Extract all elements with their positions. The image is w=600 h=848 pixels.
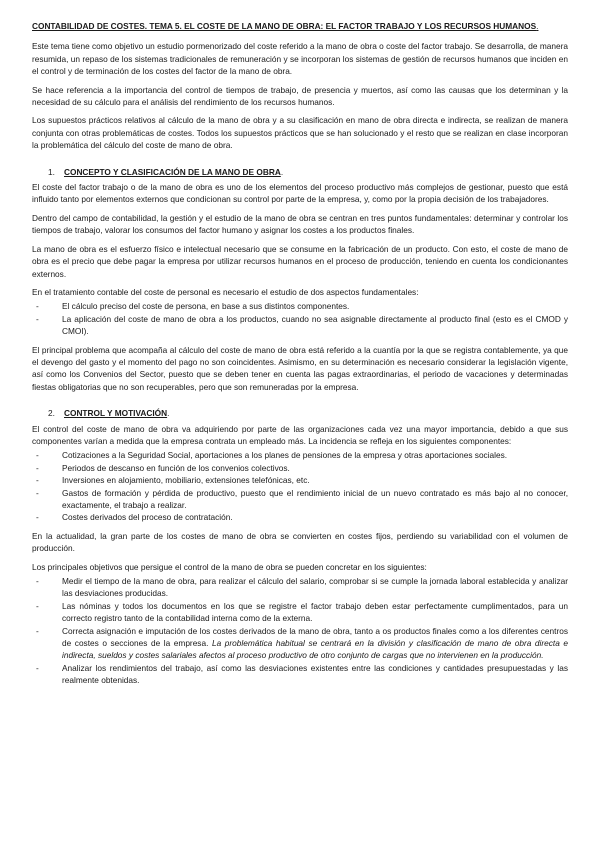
- section-2-title: CONTROL Y MOTIVACIÓN: [64, 408, 168, 419]
- section-1-paragraph-1: El coste del factor trabajo o de la mano de obra es uno de los elementos del proceso productivo más complejos de gestionar, puesto que está influido tanto por elementos externos que condicionan su control por parte de la empresa, y, como por la propia decisión de los trabajadores.: [32, 182, 568, 205]
- list-item: - Costes derivados del proceso de contratación.: [32, 511, 568, 523]
- list-item: - Medir el tiempo de la mano de obra, para realizar el cálculo del salario, comprobar si se cumple la jornada laboral establecida y analizar las desviaciones producidas.: [32, 575, 568, 600]
- list-item: - Gastos de formación y pérdida de productivo, puesto que el rendimiento inicial de un nuevo contratado es más bajo al no conocer, exactamente, el trabajo a realizar.: [32, 487, 568, 512]
- list-item-italic-note: La problemática habitual se centrará en la división y clasificación de mano de obra directa e indirecta, sueldos y costes salariales afectos al proceso productivo de otro conjunto de cargas que no intervienen en la producción.: [62, 638, 569, 661]
- section-2-paragraph-3: Los principales objetivos que persigue el control de la mano de obra se pueden concretar en los siguientes:: [32, 561, 427, 572]
- section-1-closing-paragraph: El principal problema que acompaña al cálculo del coste de mano de obra está referido a la cuantía por la que se registra contablemente, ya que el devengo del gasto y el momento del pago no son coincidentes. Asimismo, en su determinación es necesario considerar la legislación vigente, así como los Convenios del Sector, puesto que se deben tener en cuenta las pagas extraordinarias, el periodo de vacaciones y determinadas fiestas obligatorias que no son recuperables, pero que son remuneradas por la empresa.: [32, 344, 568, 392]
- list-item: - El cálculo preciso del coste de persona, en base a sus distintos componentes.: [32, 300, 568, 312]
- document-title: [32, 20, 568, 32]
- section-2-components-list: [32, 449, 568, 523]
- section-2-number: 2.: [48, 408, 55, 419]
- section-2-paragraph-2: En la actualidad, la gran parte de los costes de mano de obra se convierten en costes fijos, perdiendo su variabilidad con el volumen de producción.: [32, 530, 568, 554]
- section-1-paragraph-2: Dentro del campo de contabilidad, la gestión y el estudio de la mano de obra se centran en tres puntos fundamentales: determinar y controlar los tiempos de trabajo, valorar los consumos del factor humano y asignar los costes a los productos finales.: [32, 212, 568, 236]
- list-item: - Cotizaciones a la Seguridad Social, aportaciones a los planes de pensiones de la empresa y otras aportaciones sociales.: [32, 449, 568, 461]
- list-item: - Analizar los rendimientos del trabajo, así como las desviaciones existentes entre las condiciones y cantidades presupuestadas y las realmente obtenidas.: [32, 662, 568, 687]
- list-item: [32, 625, 568, 662]
- section-1-heading: [32, 166, 568, 178]
- section-2-objectives-list: [32, 575, 568, 687]
- section-1-list: [32, 300, 568, 337]
- list-item-text: Correcta asignación e imputación de los costes derivados de la mano de obra, tanto a os productos finales como a los diferentes centros de costes o secciones de la empresa.: [62, 625, 568, 649]
- section-2-heading: [32, 407, 568, 419]
- list-item: - Periodos de descanso en función de los convenios colectivos.: [32, 462, 568, 474]
- section-1-paragraph-4: En el tratamiento contable del coste de personal es necesario el estudio de dos aspectos fundamentales:: [32, 286, 419, 297]
- section-2-title-period: .: [167, 408, 170, 419]
- section-1-paragraph-3: La mano de obra es el esfuerzo físico e intelectual necesario que se consume en la fabricación de un producto. Con esto, el coste de mano de obra es el precio que debe pagar la empresa por utilizar recursos humanos en el proceso de producción, teniendo en cuenta los condicionantes externos.: [32, 243, 568, 279]
- intro-paragraph-3: Los supuestos prácticos relativos al cálculo de la mano de obra y a su clasificación en mano de obra directa e indirecta, se realizan de manera conjunta con otras problemáticas de costes. Todos los supuestos prácticos que se han solucionado y el resto que se realizan en clase incorporan la problemática del cálculo del coste de mano de obra.: [32, 115, 568, 151]
- intro-paragraph-1: Este tema tiene como objetivo un estudio pormenorizado del coste referido a la mano de obra o coste del factor trabajo. Se desarrolla, de manera resumida, un repaso de los sistemas tradicionales de remuneración y se incorporan los sistemas de gestión de recursos humanos que inciden en el control y de terminación de los costes del factor de la mano de obra.: [32, 41, 568, 77]
- list-item: - Inversiones en alojamiento, mobiliario, extensiones telefónicas, etc.: [32, 474, 568, 486]
- document-title-period: .: [536, 21, 539, 31]
- list-item: - La aplicación del coste de mano de obra a los productos, cuando no sea asignable directamente al producto final (esto es el CMOD y CMOI).: [32, 313, 568, 338]
- intro-paragraph-2: Se hace referencia a la importancia del control de tiempos de trabajo, de presencia y muertos, así como las causas que los determinan y la necesidad de su cálculo para el análisis del rendimiento de los recursos humanos.: [32, 84, 568, 108]
- list-item: - Las nóminas y todos los documentos en los que se registre el factor trabajo deben estar perfectamente cumplimentados, para un correcto registro tanto de la contabilidad interna como de la externa.: [32, 600, 568, 625]
- section-1-title: CONCEPTO Y CLASIFICACIÓN DE LA MANO DE OBRA: [64, 166, 281, 177]
- section-2-paragraph-1: El control del coste de mano de obra va adquiriendo por parte de las organizaciones cada vez una mayor importancia, debido a que sus componentes varían a medida que la empresa contrata un empleado más. La incidencia se refleja en los siguientes componentes:: [32, 423, 568, 446]
- section-1-title-period: .: [280, 166, 284, 177]
- document-title-text: CONTABILIDAD DE COSTES. TEMA 5. EL COSTE DE LA MANO DE OBRA: EL FACTOR TRABAJO Y LOS RECURSOS HUMANOS: [32, 21, 537, 31]
- section-1-number: 1.: [48, 166, 55, 177]
